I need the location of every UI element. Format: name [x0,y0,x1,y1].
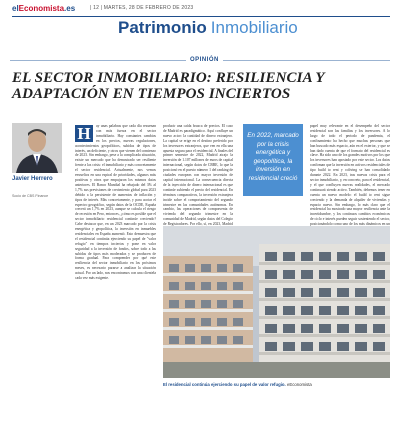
article-column-1 [75,124,156,281]
issue-meta: | 12 | MARTES, 28 DE FEBRERO DE 2023 [90,5,194,11]
column-1-text: ay unas palabras que cada día resuenan con más fuerza en el sector inmobiliario. Hay constantes cambios en los precios, nuevas regulaciones, acontecimientos geopolíticos, subidas de tipos de interés, un deficiente, y otros que vienen del comienzo de 2023. Sin embargo, pese a la complicada situación, existe un mercado que ha demostrado ser resiliente frente a las crisis: el inmobiliario y más concretamente el sector residencial. Actualmente, nos vemos envueltos en una espiral de prioridades, algunos más positivas y otros que empujaron los mismos datos anteriores. El Banco Mundial ha rebajado del 3% al 1,7% sus previsiones de crecimiento global para 2023 debido a la persistente de aumentos de inflación y tipos de interés. Más concretamente, y para acotar el espectro geográfico, según datos de la OCDE, España crecerá un 1,7% en 2023, aunque se calcula el riesgo de recesión en Pero, entonces, ¿cómo es posible que el sector inmobiliario residencial continúe creciendo? Cabe destacar que, en un 2023 marcado por la crisis energética y geopolítica, la inversión en inmuebles residenciales en España aumentó. Esto demuestra que el residencial continúa ejerciendo su papel de "valor refugio" en tiempos inciertos y pone en valor seguridad a la inversión de fondos, sobre todo a las subidas de tipos más moderadas y se producen de forma gradual. Para comprender por qué este resiliencia del sector inmobiliario en los próximos meses, es necesario pararse a analizar la situación actual. Por un lado, nos encontramos con una clientela cada vez más exigente. [75,124,156,281]
author-name: Javier Herrero [12,176,53,182]
section-title-light: Inmobiliario [210,18,298,37]
newspaper-logo: elEconomista.es [12,4,76,13]
article-column-3: papel muy relevante en el desempeño del sector residencial son las familias y los inversores. A lo largo de todo el periodo de pandemia, el confinamiento ha hecho que muchas personas que han buscado más espacio, aún en el exterior, y que se han dado cuenta de que el formato del residencial es clave. Ha sido uno de los grandes motivos por los que los inversores han apostado por este sector. Los datos confirman que la inversión en activos residenciales de tipo build to rent y coliving se han consolidado durante 2022. En 2023, tras nuevas crisis para el sector inmobiliario, y, en concreto, para el residencial, y el que confluyen nuevas realidades, el mercado continuará siendo activo. También, debemos tener en cuenta un nuevo modelo: el build to rent sigue creciendo y la demanda de alquiler de viviendas y espacio nuevo. Sin embargo, lo más claro que el residencial ha mostrado una mayor resiliencia ante la incertidumbre, y los continuos cambios económicos de ciclo e interés pueden seguir sosteniendo el sector, posicionándolo como uno de los más dinámicos en un [310,124,390,227]
pull-quote: En 2022, marcado por la crisis energética y geopolítica, la inversión en residencial creció [243,124,303,196]
section-title-bold: Patrimonio [118,18,207,37]
article-column-2: producir una caída brusca de precios. El caso de Madrid es paradigmático. Aquí confluye un nuevo actor: la cantidad de dinero extranjero. La capital se erige en el destino preferido por los inversores extranjeros, que ven en ella una apuesta segura para el residencial. A finales del primer semestre de 2022, Madrid atrajo la inversión de 1.107 millones de euros de capital internacional, según datos de CBRE, lo que la posicionó en el puesto número 1 del ranking de ciudades europeas con mayor inversión de capital internacional. La consecuencia directa de la inyección de dinero internacional es que continúe subiendo el precio del residencial. En términos comparativos, la inversión extranjera incide sobre el comportamiento del segundo trimestre en las comunidades autónomas. En cambio, las operaciones de compraventa de vivienda del segundo trimestre en la comunidad de Madrid, según datos del Colegio de Registradores. Por ello, sí, en 2023, Madrid [163,124,233,227]
building-photo [163,226,390,378]
caption-credit: eEconomista [286,382,312,387]
section-title [118,18,298,40]
author-role: Socio de CBS Finance [12,194,49,198]
section-tag: OPINIÓN [186,57,223,63]
top-rule [12,16,390,17]
drop-cap: H [75,125,93,142]
author-photo [12,123,62,173]
photo-caption [163,382,390,387]
caption-text: El residencial continúa ejerciendo su papel de valor refugio. [163,382,286,387]
masthead [12,3,390,15]
headline: EL SECTOR INMOBILIARIO: RESILIENCIA Y ADAPTACIÓN EN TIEMPOS INCIERTOS [12,70,325,102]
